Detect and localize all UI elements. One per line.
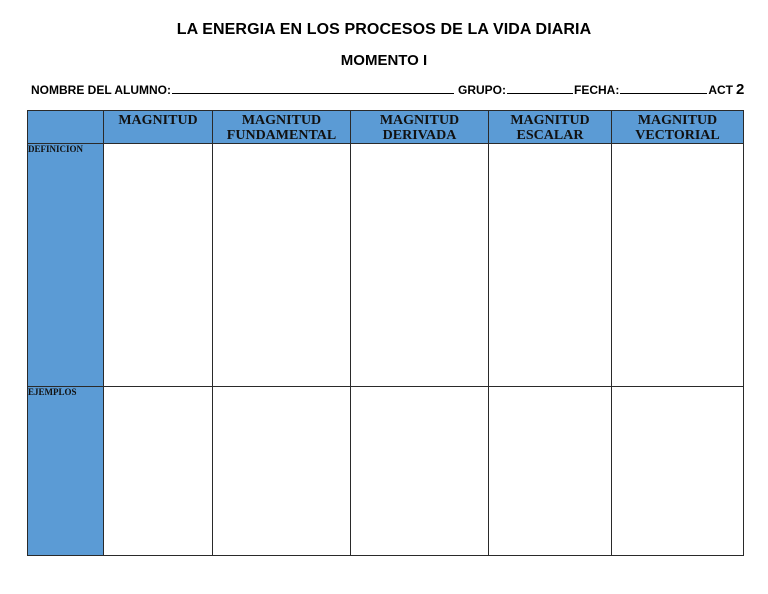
col-header-derivada: MAGNITUD DERIVADA <box>351 111 489 144</box>
cell-definicion-fundamental[interactable] <box>213 144 351 387</box>
student-name-field[interactable] <box>172 81 454 94</box>
magnitudes-table <box>27 110 744 556</box>
cell-definicion-escalar[interactable] <box>489 144 612 387</box>
cell-ejemplos-fundamental[interactable] <box>213 387 351 556</box>
student-name-label: NOMBRE DEL ALUMNO: <box>31 83 171 97</box>
cell-ejemplos-escalar[interactable] <box>489 387 612 556</box>
cell-definicion-magnitud[interactable] <box>104 144 213 387</box>
date-field[interactable] <box>620 81 707 94</box>
cell-definicion-vectorial[interactable] <box>612 144 744 387</box>
col-header-fundamental: MAGNITUD FUNDAMENTAL <box>213 111 351 144</box>
cell-ejemplos-derivada[interactable] <box>351 387 489 556</box>
col-header-vectorial: MAGNITUD VECTORIAL <box>612 111 744 144</box>
col-header-magnitud: MAGNITUD <box>104 111 213 144</box>
cell-definicion-derivada[interactable] <box>351 144 489 387</box>
row-header-definicion: DEFINICION <box>28 144 104 387</box>
cell-ejemplos-magnitud[interactable] <box>104 387 213 556</box>
group-label: GRUPO: <box>458 83 506 97</box>
page-title: LA ENERGIA EN LOS PROCESOS DE LA VIDA DIARIA <box>176 21 592 38</box>
student-info-line <box>31 81 744 98</box>
row-header-ejemplos: EJEMPLOS <box>28 387 104 556</box>
date-label: FECHA: <box>574 83 620 97</box>
act-label: ACT <box>708 83 733 97</box>
header-corner-cell <box>28 111 104 144</box>
group-field[interactable] <box>507 81 573 94</box>
cell-ejemplos-vectorial[interactable] <box>612 387 744 556</box>
col-header-escalar: MAGNITUD ESCALAR <box>489 111 612 144</box>
act-number: 2 <box>736 81 745 98</box>
page-subtitle: MOMENTO I <box>340 52 428 69</box>
